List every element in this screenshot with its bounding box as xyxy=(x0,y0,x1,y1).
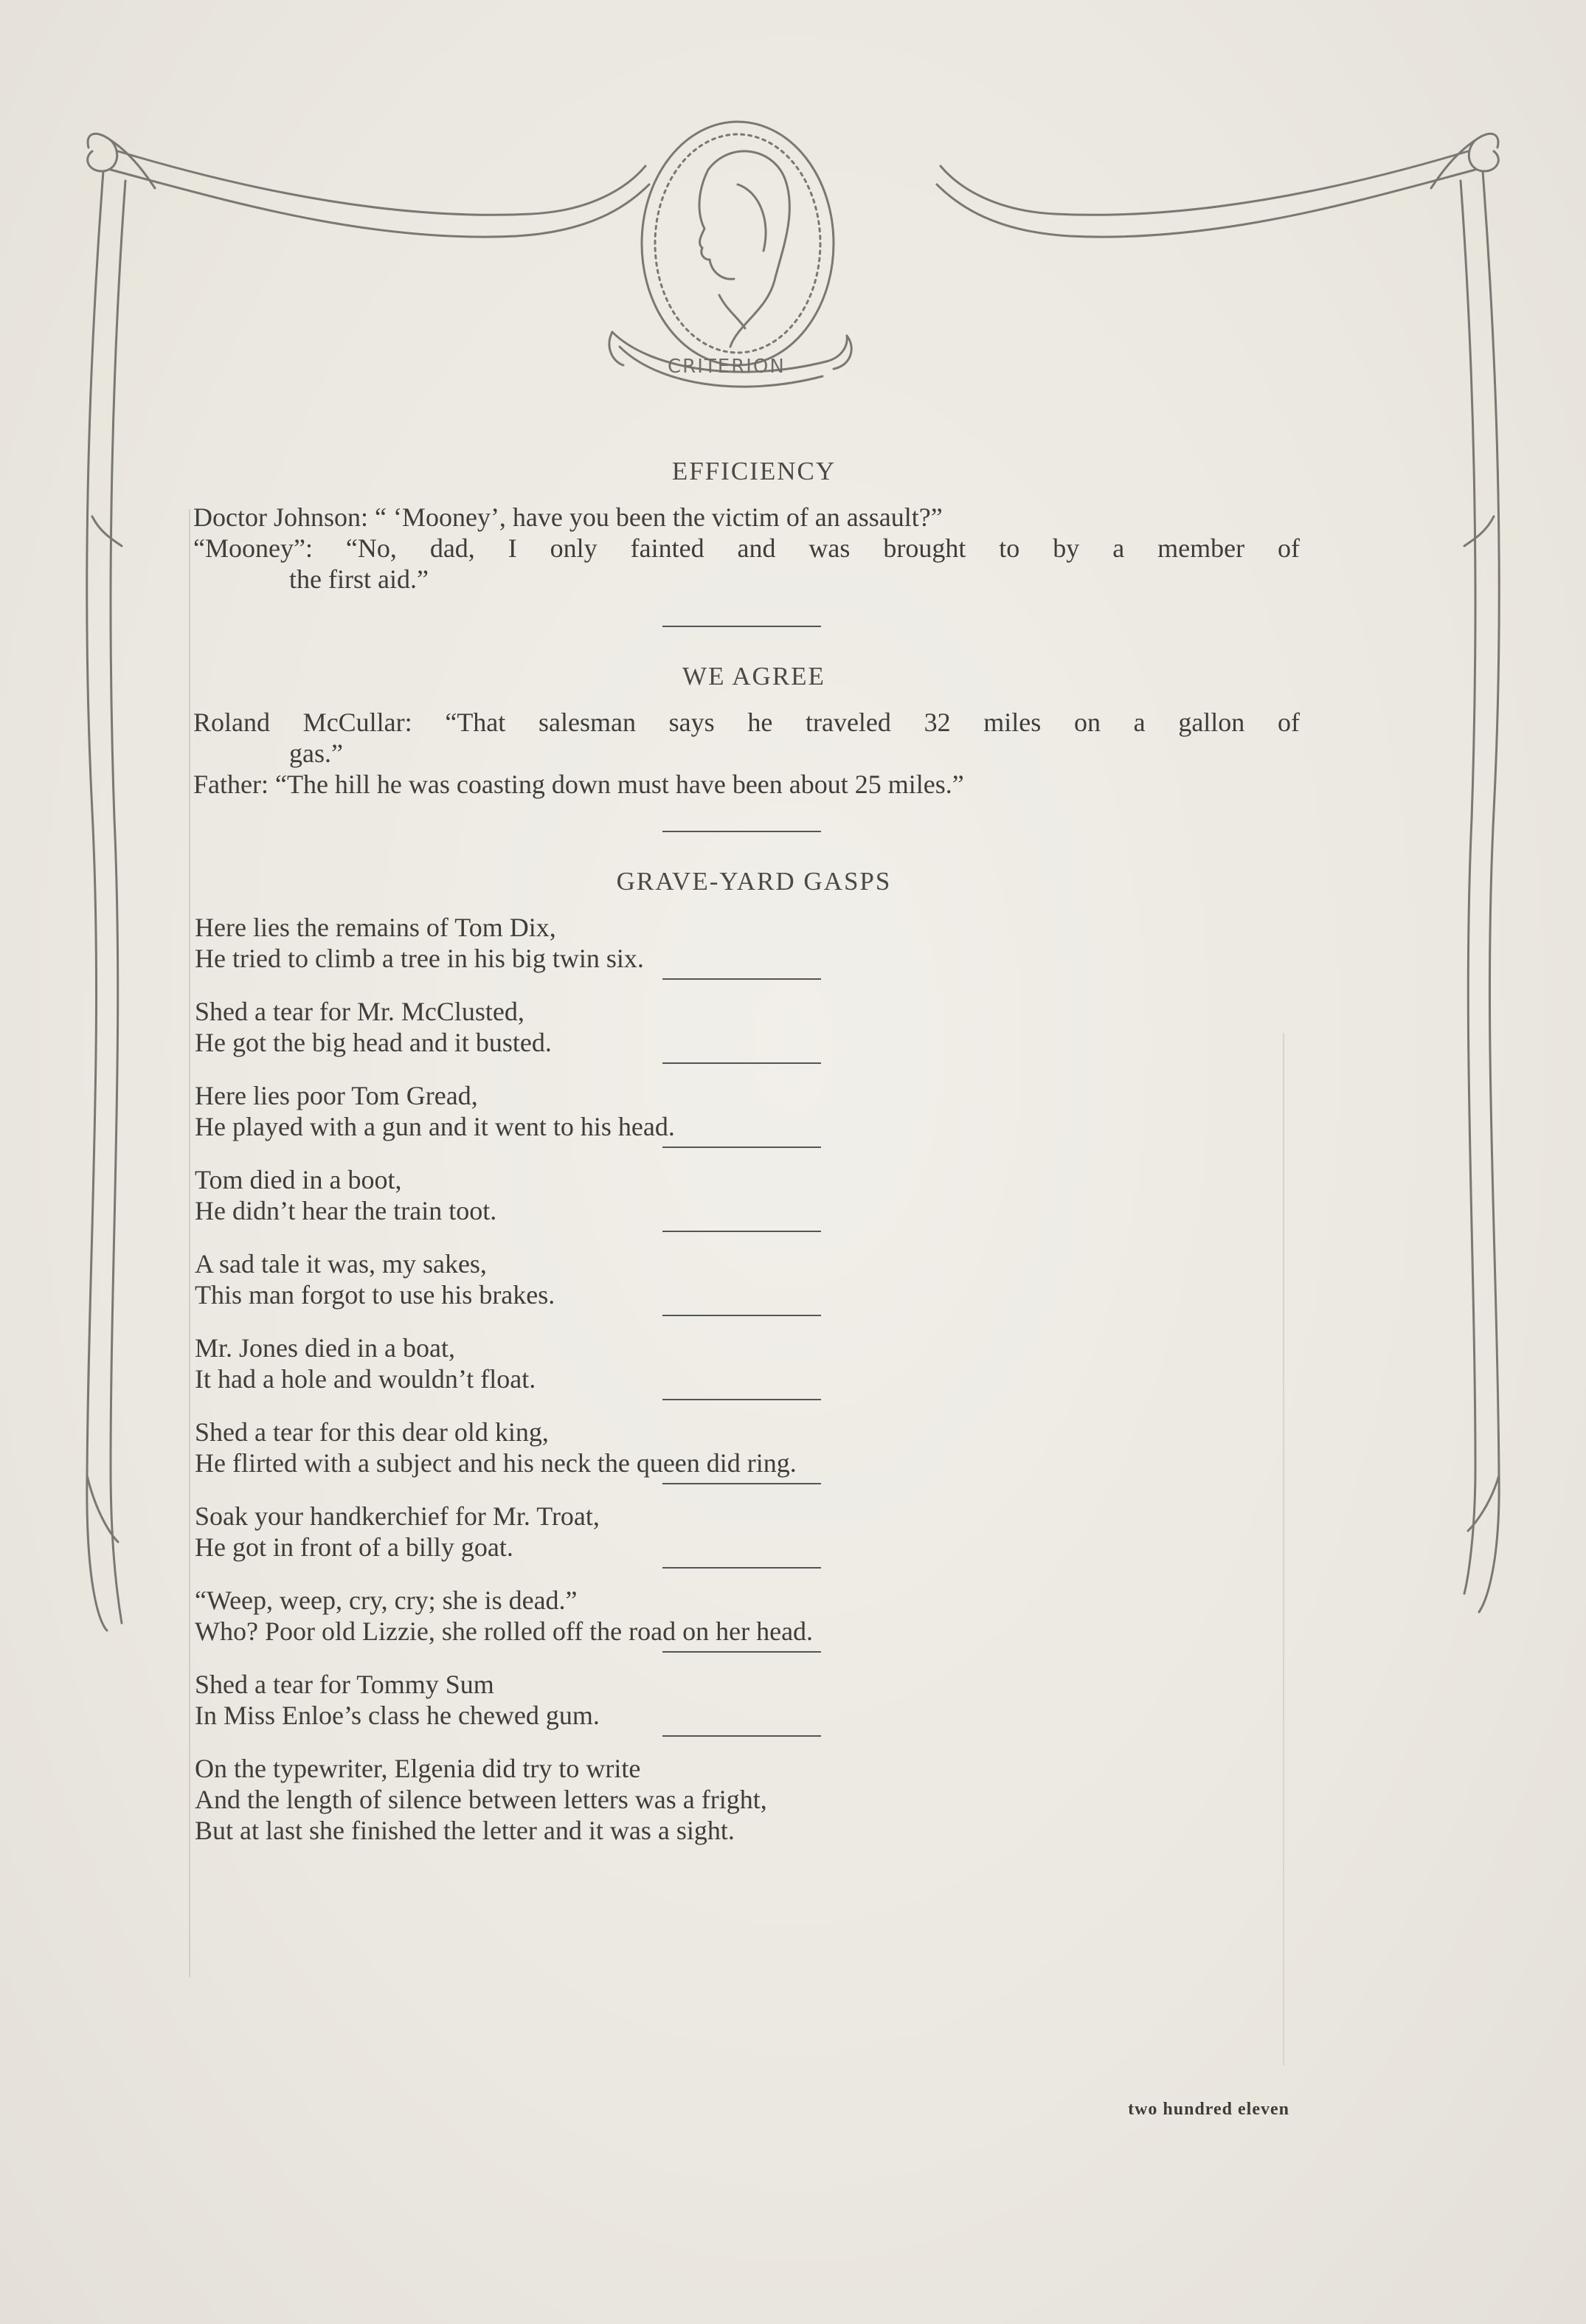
epitaph-stanza xyxy=(193,1332,1300,1394)
stanza-divider xyxy=(662,1399,821,1400)
dialogue-line-continued: the first aid.” xyxy=(289,564,429,594)
epitaph-stanza xyxy=(193,1669,1300,1731)
verse-line: Shed a tear for Tommy Sum xyxy=(195,1670,494,1699)
epitaph-stanza xyxy=(193,1585,1300,1647)
verse-line: He got the big head and it busted. xyxy=(195,1028,552,1057)
stanza-divider xyxy=(662,1315,821,1316)
verse-line: He flirted with a subject and his neck the queen did ring. xyxy=(195,1448,797,1478)
verse-line: It had a hole and wouldn’t float. xyxy=(195,1364,536,1394)
verse-line: In Miss Enloe’s class he chewed gum. xyxy=(195,1701,600,1730)
section-divider xyxy=(662,831,821,832)
epitaph-stanza xyxy=(193,1080,1300,1142)
section-title-grave-yard-gasps: GRAVE-YARD GASPS xyxy=(616,867,892,896)
epitaph-stanza xyxy=(193,912,1300,974)
section-efficiency xyxy=(193,456,1300,595)
verse-line: Mr. Jones died in a boat, xyxy=(195,1333,455,1363)
epitaph-stanza xyxy=(193,996,1300,1058)
verse-line: He got in front of a billy goat. xyxy=(195,1532,513,1562)
epitaph-stanza xyxy=(193,1248,1300,1310)
stanza-divider xyxy=(662,1231,821,1232)
stanza-divider xyxy=(662,978,821,980)
section-grave-yard-gasps xyxy=(193,866,1300,1846)
stanza-divider xyxy=(662,1651,821,1653)
verse-line: He played with a gun and it went to his head. xyxy=(195,1112,675,1141)
verse-line: Here lies poor Tom Gread, xyxy=(195,1081,478,1110)
verse-line: He didn’t hear the train toot. xyxy=(195,1196,497,1225)
verse-line: “Weep, weep, cry, cry; she is dead.” xyxy=(195,1585,578,1615)
verse-line: And the length of silence between letters was a fright, xyxy=(195,1785,767,1814)
epitaph-stanza xyxy=(193,1164,1300,1226)
page-content xyxy=(193,456,1300,1846)
verse-line: This man forgot to use his brakes. xyxy=(195,1280,555,1310)
verse-line: Soak your handkerchief for Mr. Troat, xyxy=(195,1501,600,1531)
verse-line: Shed a tear for Mr. McClusted, xyxy=(195,997,524,1026)
epitaph-stanza xyxy=(193,1753,1300,1846)
verse-line: Who? Poor old Lizzie, she rolled off the road on her head. xyxy=(195,1616,814,1646)
verse-line: Tom died in a boot, xyxy=(195,1165,402,1194)
dialogue-line: Father: “The hill he was coasting down must have been about 25 miles.” xyxy=(193,770,964,799)
stanza-divider xyxy=(662,1567,821,1569)
page-number: two hundred eleven xyxy=(1128,2100,1289,2119)
dialogue-line-continued: gas.” xyxy=(289,739,343,768)
stanza-divider xyxy=(662,1483,821,1484)
epitaph-stanza xyxy=(193,1501,1300,1563)
dialogue-line: Roland McCullar: “That salesman says he traveled 32 miles on a gallon of xyxy=(193,708,1300,737)
dialogue-line: “Mooney”: “No, dad, I only fainted and was brought to by a member of xyxy=(193,533,1300,563)
section-we-agree xyxy=(193,661,1300,800)
verse-line: On the typewriter, Elgenia did try to write xyxy=(195,1754,641,1783)
verse-line: Shed a tear for this dear old king, xyxy=(195,1417,549,1447)
stanza-divider xyxy=(662,1147,821,1148)
epitaph-stanza xyxy=(193,1417,1300,1479)
emblem-label: CRITERION xyxy=(668,356,786,378)
section-title-we-agree: WE AGREE xyxy=(682,662,825,691)
section-divider xyxy=(662,626,821,627)
stanza-divider xyxy=(662,1735,821,1737)
verse-line: Here lies the remains of Tom Dix, xyxy=(195,913,556,942)
verse-line: A sad tale it was, my sakes, xyxy=(195,1249,487,1279)
dialogue-line: Doctor Johnson: “ ‘Mooney’, have you been the victim of an assault?” xyxy=(193,502,943,532)
verse-line: He tried to climb a tree in his big twin six. xyxy=(195,944,644,973)
section-title-efficiency: EFFICIENCY xyxy=(671,457,837,485)
verse-line: But at last she finished the letter and it was a sight. xyxy=(195,1816,735,1845)
stanza-divider xyxy=(662,1062,821,1064)
